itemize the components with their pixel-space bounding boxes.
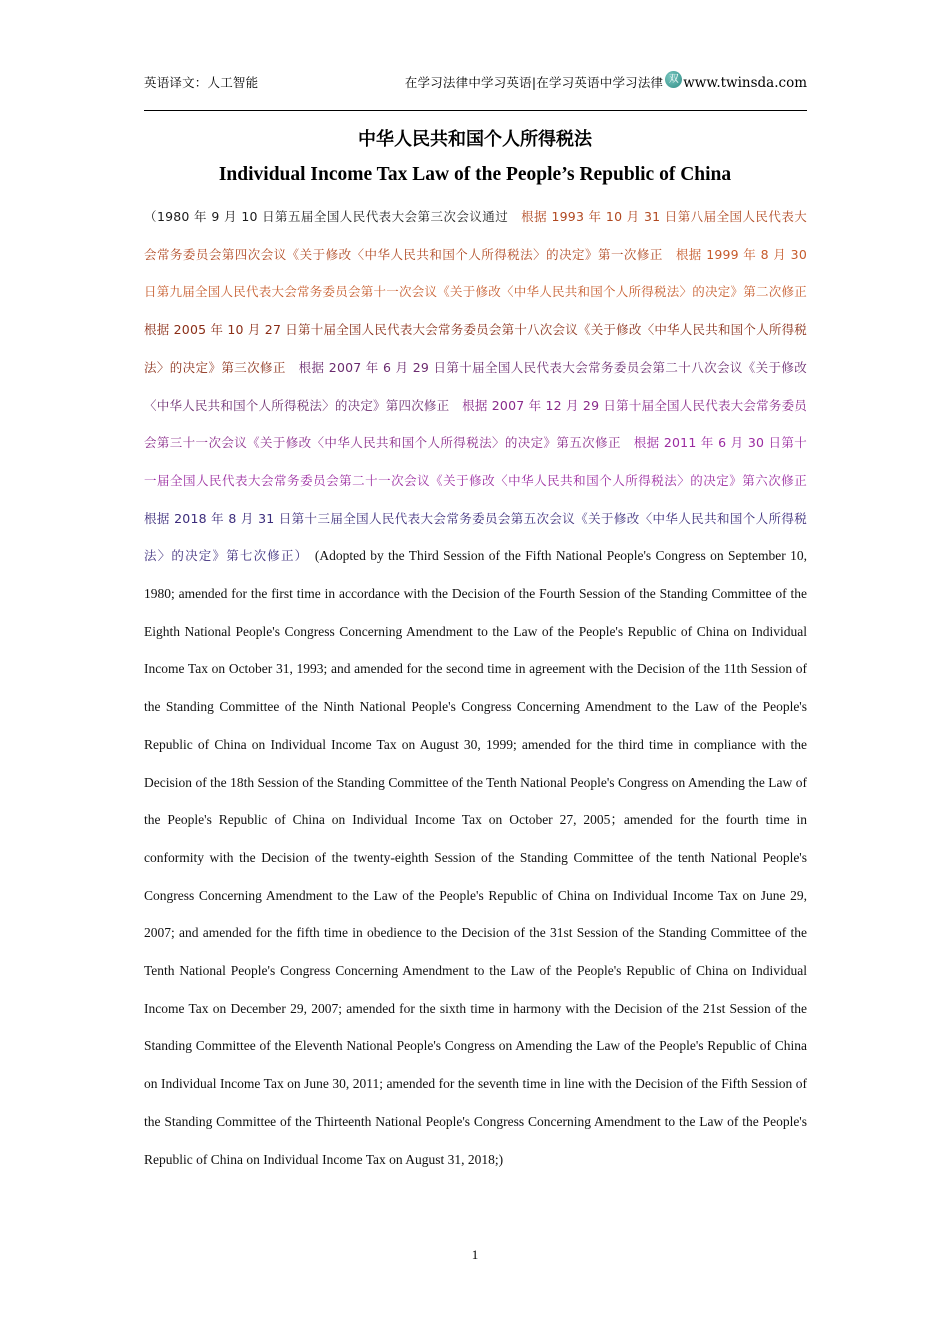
preamble-amendment-1: 根据 1993 年 10 月 31 日第八届全国人民代表大会常务委员会第四次会议《关于修改〈中华人民共和国个人所得税法〉的决定》第一次修正 xyxy=(144,209,807,262)
header-slogan: 在学习法律中学习英语|在学习英语中学习法律 xyxy=(404,75,664,90)
preamble-paragraph xyxy=(144,199,820,1179)
page-number: 1 xyxy=(471,1247,479,1262)
title-chinese: 中华人民共和国个人所得税法 xyxy=(358,129,592,150)
preamble-amendment-4: 根据 2007 年 6 月 29 日第十届全国人民代表大会常务委员会第二十八次会议《关于修改〈中华人民共和国个人所得税法〉的决定》第四次修正 xyxy=(144,359,807,413)
twinsda-logo-icon: 双 xyxy=(665,71,682,88)
preamble-adopted: （1980 年 9 月 10 日第五届全国人民代表大会第三次会议通过 xyxy=(144,209,522,224)
preamble-amendment-7: 根据 2018 年 8 月 31 日第十三届全国人民代表大会常务委员会第五次会议《关于修改〈中华人民共和国个人所得税法〉的决定》第七次修正） xyxy=(144,510,807,564)
preamble-amendment-2: 根据 1999 年 8 月 30 日第九届全国人民代表大会常务委员会第十一次会议《关于修改〈中华人民共和国个人所得税法〉的决定》第二次修正 xyxy=(144,246,820,300)
preamble-amendment-3: 根据 2005 年 10 月 27 日第十届全国人民代表大会常务委员会第十八次会议《关于修改〈中华人民共和国个人所得税法〉的决定》第三次修正 xyxy=(144,322,807,375)
header-right xyxy=(405,72,807,94)
preamble-english: (Adopted by the Third Session of the Fifth National People's Congress on September 10, 1980; amended for the first time in accordance with the Decision of the Fourth Session of the Standing Committee of the Eighth National People's Congress Concerning Amendment to the Law of the People's Republic of China on Individual Income Tax on October 31, 1993; and amended for the second time in agreement with the Decision of the 11th Session of the Standing Committee of the Ninth National People's Congress Concerning Amendment to the Law of the People's Republic of China on Individual Income Tax on August 30, 1999; amended for the third time in compliance with the Decision of the 18th Session of the Standing Committee of the Tenth National People's Congress on Amending the Law of the People's Republic of China on Individual Income Tax on October 27, 2005；amended for the fourth time in conformity with the Decision of the twenty-eighth Session of the Standing Committee of the tenth National People's Congress Concerning Amendment to the Law of the People's Republic of China on Individual Income Tax on June 29, 2007; and amended for the fifth time in obedience to the Decision of the 31st Session of the Standing Committee of the Tenth National People's Congress Concerning Amendment to the Law of the People's Republic of China on Individual Income Tax on December 29, 2007; amended for the sixth time in harmony with the Decision of the 21st Session of the Standing Committee of the Eleventh National People's Congress on Amending the Law of the People's Republic of China on Individual Income Tax on June 30, 2011; amended for the seventh time in line with the Decision of the Fifth Session of the Standing Committee of the Thirteenth National People's Congress Concerning Amendment to the Law of the People's Republic of China on Individual Income Tax on August 31, 2018;) xyxy=(144,548,807,1167)
header-site-link[interactable]: www.twinsda.com xyxy=(683,75,807,91)
title-english: Individual Income Tax Law of the People’s Republic of China xyxy=(218,164,732,185)
header-left-text: 英语译文：人工智能 xyxy=(144,75,259,90)
page-header xyxy=(144,72,807,94)
preamble-amendment-5: 根据 2007 年 12 月 29 日第十届全国人民代表大会常务委员会第三十一次会议《关于修改〈中华人民共和国个人所得税法〉的决定》第五次修正 xyxy=(144,397,807,451)
preamble-amendment-6: 根据 2011 年 6 月 30 日第十一届全国人民代表大会常务委员会第二十一次会议《关于修改〈中华人民共和国个人所得税法〉的决定》第六次修正 xyxy=(144,435,820,488)
header-divider xyxy=(144,110,807,111)
